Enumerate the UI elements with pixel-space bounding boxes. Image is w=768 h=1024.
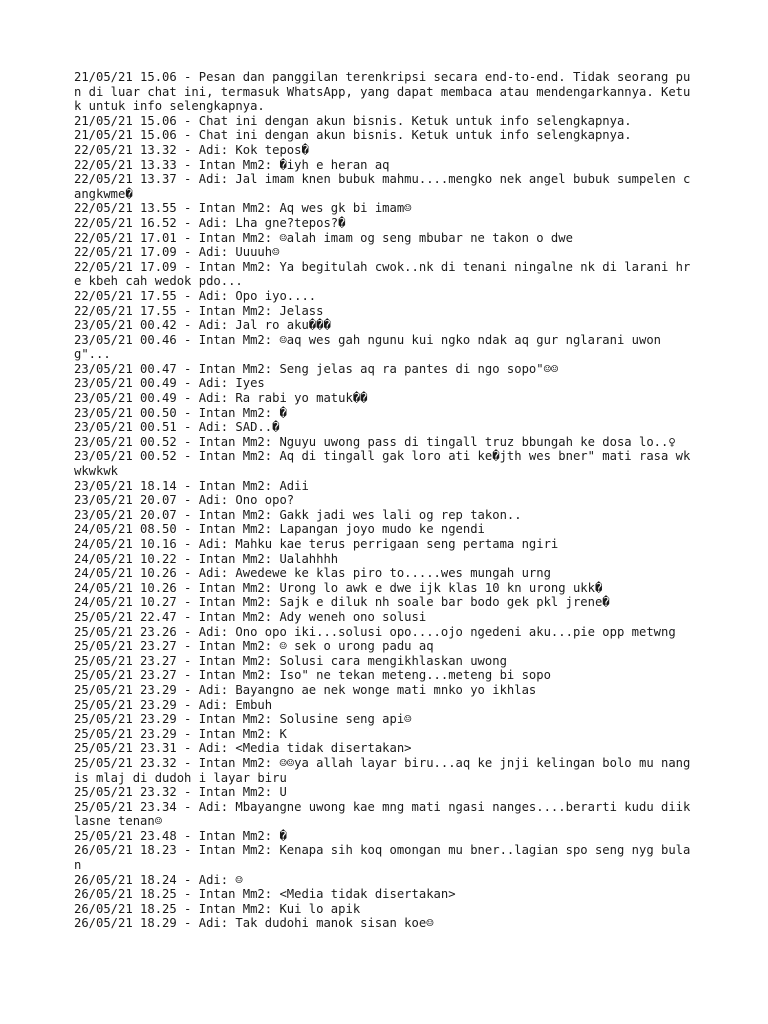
chat-line: 22/05/21 13.55 - Intan Mm2: Aq wes gk bi imam☺ xyxy=(74,201,412,216)
chat-line: 23/05/21 00.49 - Adi: Iyes xyxy=(74,376,265,391)
chat-line: 23/05/21 00.52 - Intan Mm2: Aq di tingall gak loro ati ke�jth wes bner" mati rasa wkwkwkwk xyxy=(74,449,691,479)
chat-line: 23/05/21 20.07 - Intan Mm2: Gakk jadi wes lali og rep takon.. xyxy=(74,507,522,522)
chat-line: 23/05/21 00.46 - Intan Mm2: ☺aq wes gah ngunu kui ngko ndak aq gur nglarani uwong"... xyxy=(74,332,661,362)
chat-line: 21/05/21 15.06 - Chat ini dengan akun bisnis. Ketuk untuk info selengkapnya. xyxy=(74,113,632,128)
chat-line: 22/05/21 16.52 - Adi: Lha gne?tepos?� xyxy=(74,215,346,230)
chat-line: 22/05/21 17.55 - Adi: Opo iyo.... xyxy=(74,288,317,303)
chat-line: 24/05/21 08.50 - Intan Mm2: Lapangan joyo mudo ke ngendi xyxy=(74,522,485,537)
chat-line: 25/05/21 23.32 - Intan Mm2: U xyxy=(74,785,287,800)
chat-export-document xyxy=(74,70,694,931)
chat-line: 22/05/21 17.09 - Adi: Uuuuh☺ xyxy=(74,245,280,260)
chat-line: 25/05/21 23.27 - Intan Mm2: Solusi cara mengikhlaskan uwong xyxy=(74,653,507,668)
chat-line: 21/05/21 15.06 - Pesan dan panggilan terenkripsi secara end-to-end. Tidak seorang pun di luar chat ini, termasuk WhatsApp, yang dapat membaca atau mendengarkannya. Ketuk untuk info selengkapnya. xyxy=(74,70,691,114)
chat-line: 24/05/21 10.16 - Adi: Mahku kae terus perrigaan seng pertama ngiri xyxy=(74,537,559,551)
chat-line: 25/05/21 23.31 - Adi: <Media tidak disertakan> xyxy=(74,741,412,756)
chat-line: 22/05/21 17.55 - Intan Mm2: Jelass xyxy=(74,303,324,318)
chat-line: 25/05/21 23.27 - Intan Mm2: Iso" ne tekan meteng...meteng bi sopo xyxy=(74,668,551,683)
chat-line: 23/05/21 00.51 - Adi: SAD..� xyxy=(74,420,280,435)
chat-line: 25/05/21 23.34 - Adi: Mbayangne uwong kae mng mati ngasi nanges....berarti kudu diiklasne tenan☺ xyxy=(74,799,691,829)
chat-line: 23/05/21 18.14 - Intan Mm2: Adii xyxy=(74,478,309,493)
chat-line: 24/05/21 10.27 - Intan Mm2: Sajk e diluk nh soale bar bodo gek pkl jrene� xyxy=(74,595,610,610)
chat-line: 25/05/21 23.27 - Intan Mm2: ☺ sek o urong padu aq xyxy=(74,639,434,654)
chat-line: 22/05/21 13.37 - Adi: Jal imam knen bubuk mahmu....mengko nek angel bubuk sumpelen cangkwme� xyxy=(74,172,691,201)
chat-line: 25/05/21 23.29 - Intan Mm2: Solusine seng api☺ xyxy=(74,712,412,727)
chat-line: 25/05/21 23.26 - Adi: Ono opo iki...solusi opo....ojo ngedeni aku...pie opp metwng xyxy=(74,624,676,639)
chat-line: 24/05/21 10.26 - Intan Mm2: Urong lo awk e dwe ijk klas 10 kn urong ukk� xyxy=(74,580,603,595)
chat-line: 25/05/21 23.48 - Intan Mm2: � xyxy=(74,828,287,843)
chat-line: 23/05/21 00.42 - Adi: Jal ro aku��� xyxy=(74,318,331,333)
chat-line: 22/05/21 17.01 - Intan Mm2: ☺alah imam og seng mbubar ne takon o dwe xyxy=(74,230,573,245)
chat-line: 23/05/21 00.47 - Intan Mm2: Seng jelas aq ra pantes di ngo sopo"☺☺ xyxy=(74,361,559,376)
chat-line: 26/05/21 18.24 - Adi: ☺ xyxy=(74,872,243,887)
chat-line: 25/05/21 22.47 - Intan Mm2: Ady weneh ono solusi xyxy=(74,609,427,624)
chat-line: 23/05/21 00.52 - Intan Mm2: Nguyu uwong pass di tingall truz bbungah ke dosa lo..♀ xyxy=(74,434,676,449)
chat-line: 24/05/21 10.26 - Adi: Awedewe ke klas piro to.....wes mungah urng xyxy=(74,566,551,581)
chat-line: 22/05/21 13.32 - Adi: Kok tepos� xyxy=(74,142,309,157)
chat-line: 25/05/21 23.32 - Intan Mm2: ☺☺ya allah layar biru...aq ke jnji kelingan bolo mu nangis mlaj di dudoh i layar biru xyxy=(74,755,691,785)
chat-line: 25/05/21 23.29 - Adi: Bayangno ae nek wonge mati mnko yo ikhlas xyxy=(74,682,537,697)
chat-line: 22/05/21 13.33 - Intan Mm2: �iyh e heran aq xyxy=(74,157,390,172)
chat-line: 23/05/21 20.07 - Adi: Ono opo? xyxy=(74,493,295,508)
chat-line: 24/05/21 10.22 - Intan Mm2: Ualahhhh xyxy=(74,551,339,566)
chat-line: 23/05/21 00.49 - Adi: Ra rabi yo matuk�� xyxy=(74,391,368,406)
chat-line: 25/05/21 23.29 - Intan Mm2: K xyxy=(74,726,287,741)
chat-line: 21/05/21 15.06 - Chat ini dengan akun bisnis. Ketuk untuk info selengkapnya. xyxy=(74,128,632,143)
chat-line: 23/05/21 00.50 - Intan Mm2: � xyxy=(74,405,287,420)
chat-line: 22/05/21 17.09 - Intan Mm2: Ya begitulah cwok..nk di tenani ningalne nk di larani hre kbeh cah wedok pdo... xyxy=(74,259,691,289)
chat-line: 26/05/21 18.25 - Intan Mm2: Kui lo apik xyxy=(74,901,361,916)
chat-line: 26/05/21 18.29 - Adi: Tak dudohi manok sisan koe☺ xyxy=(74,916,434,931)
chat-line: 26/05/21 18.23 - Intan Mm2: Kenapa sih koq omongan mu bner..lagian spo seng nyg bulan xyxy=(74,843,691,873)
chat-line: 26/05/21 18.25 - Intan Mm2: <Media tidak disertakan> xyxy=(74,887,456,902)
chat-line: 25/05/21 23.29 - Adi: Embuh xyxy=(74,697,273,712)
